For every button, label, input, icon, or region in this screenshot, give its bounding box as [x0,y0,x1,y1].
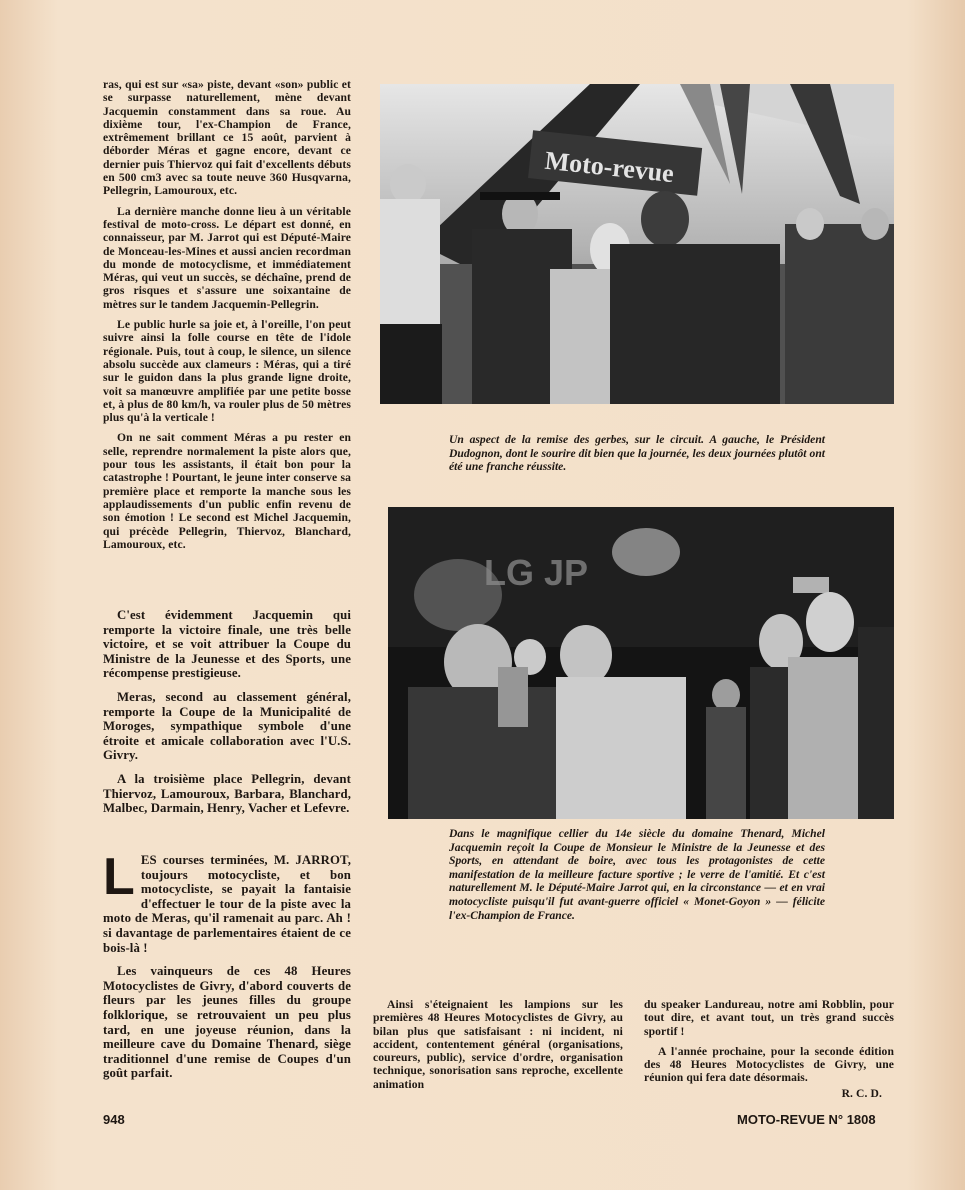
page-number: 948 [103,1112,125,1127]
magazine-issue: MOTO-REVUE N° 1808 [737,1112,876,1127]
drop-cap: L [103,848,135,906]
paragraph-text: ES courses terminées, M. JARROT, toujours motocycliste, et bon motocycliste, se payait la fantaisie d'effectuer le tour de la piste avec la moto de Meras, qu'il ramenait au parc. Ah ! si davantage de parlementaires étaient de ce bois-là ! [103,853,351,955]
left-column-results [103,608,351,825]
photo2-caption: Dans le magnifique cellier du 14e siècle du domaine Thenard, Michel Jacquemin reçoit la Coupe de Monsieur le Ministre de la Jeunesse et des Sports, en attendant de boire, avec tous les protagonistes de cette manifestation de la meilleure facture sportive ; le verre de l'amitié. Et c'est naturellement M. le Député-Maire Jarrot qui, en la circonstance — et en vrai motocycliste puisqu'il fut avant-guerre officiel « Monet-Goyon » — félicite l'ex-Champion de France. [449,827,825,922]
paragraph: Meras, second au classement général, remporte la Coupe de la Municipalité de Moroges, sympathique symbole d'une étroite et amicale collaboration avec l'U.S. Givry. [103,689,351,763]
left-column-bottom [103,848,351,1090]
paragraph: A la troisième place Pellegrin, devant Thiervoz, Lamouroux, Barbara, Blanchard, Malbec, Darmain, Henry, Vacher et Lefevre. [103,771,351,816]
middle-column [373,998,623,1098]
photo-cellar-ceremony [388,507,894,819]
photo1-caption: Un aspect de la remise des gerbes, sur le circuit. A gauche, le Président Dudognon, dont le sourire dit bien que la journée, les deux journées plutôt ont été une franche réussite. [449,433,825,474]
right-column [644,998,894,1107]
paragraph: du speaker Landureau, notre ami Robblin, pour tout dire, et avant tout, un très grand succès sportif ! [644,998,894,1038]
photo-illustration [388,507,894,819]
paragraph: On ne sait comment Méras a pu rester en selle, reprendre normalement la piste alors que, pour tous les assistants, il était bon pour la catastrophe ! Pourtant, le jeune inter conserve sa première place et remporte la manche sous les applaudissements d'un public enfin revenu de son émotion ! Le second est Michel Jacquemin, qui précède Pellegrin, Thiervoz, Blanchard, Lamouroux, etc. [103,431,351,551]
paragraph [103,848,351,955]
paragraph: A l'année prochaine, pour la seconde édition des 48 Heures Motocyclistes de Givry, une réunion qui fera date désormais. [644,1044,894,1085]
left-column-top [103,78,351,558]
photo-illustration [380,84,894,404]
banner-text: Moto-revue [543,145,676,189]
paragraph: C'est évidemment Jacquemin qui remporte la victoire finale, une très belle victoire, et se voit attribuer la Coupe du Ministre de la Jeunesse et des Sports, une récompense prestigieuse. [103,608,351,681]
signature: R. C. D. [841,1086,882,1100]
paragraph: Les vainqueurs de ces 48 Heures Motocyclistes de Givry, d'abord couverts de fleurs par les jeunes filles du groupe folklorique, se retrouvaient un peu plus tard, en une joyeuse réunion, dans la meilleure cave du Domaine Thenard, siège traditionnel d'une remise de Coupes d'un goût parfait. [103,964,351,1081]
paragraph: Ainsi s'éteignaient les lampions sur les premières 48 Heures Motocyclistes de Givry, au bilan plus que satisfaisant : ni incident, ni accident, contentement général (organisations, coureurs, public), service d'ordre, organisation technique, sonorisation sans reproche, excellente animation [373,998,623,1091]
paragraph: Le public hurle sa joie et, à l'oreille, l'on peut suivre ainsi la folle course en tête de l'idole régionale. Puis, tout à coup, le silence, un silence absolu succède aux clameurs : Méras, qui a tiré sur le guidon dans la plus grande ligne droite, voit sa manœuvre amplifiée par une petite bosse et, à plus de 80 km/h, va rouler plus de 50 mètres plus qu'à la verticale ! [103,318,351,425]
paragraph: La dernière manche donne lieu à un véritable festival de moto-cross. Le départ est donné, en connaisseur, par M. Jarrot qui est Député-Maire de Monceau-les-Mines et aussi ancien recordman du monde de motocyclisme, et immédiatement Méras, qui veut un succès, se déchaîne, prend de gros risques et s'assure une soixantaine de mètres sur le tandem Jacquemin-Pellegrin. [103,204,351,311]
paragraph: ras, qui est sur «sa» piste, devant «son» public et se surpasse naturellement, mène devant Jacquemin constamment dans sa roue. Au dixième tour, l'ex-Champion de France, extrêmement brillant ce 15 août, parvient à déborder Méras et gagne encore, devant ce dernier puis Thiervoz qui fait d'excellents débuts en 500 cm3 avec sa toute neuve 360 Husqvarna, Pellegrin, Lamouroux, etc. [103,78,351,198]
photo-prize-ceremony [380,84,894,404]
watermark-text: LG JP [484,552,589,593]
